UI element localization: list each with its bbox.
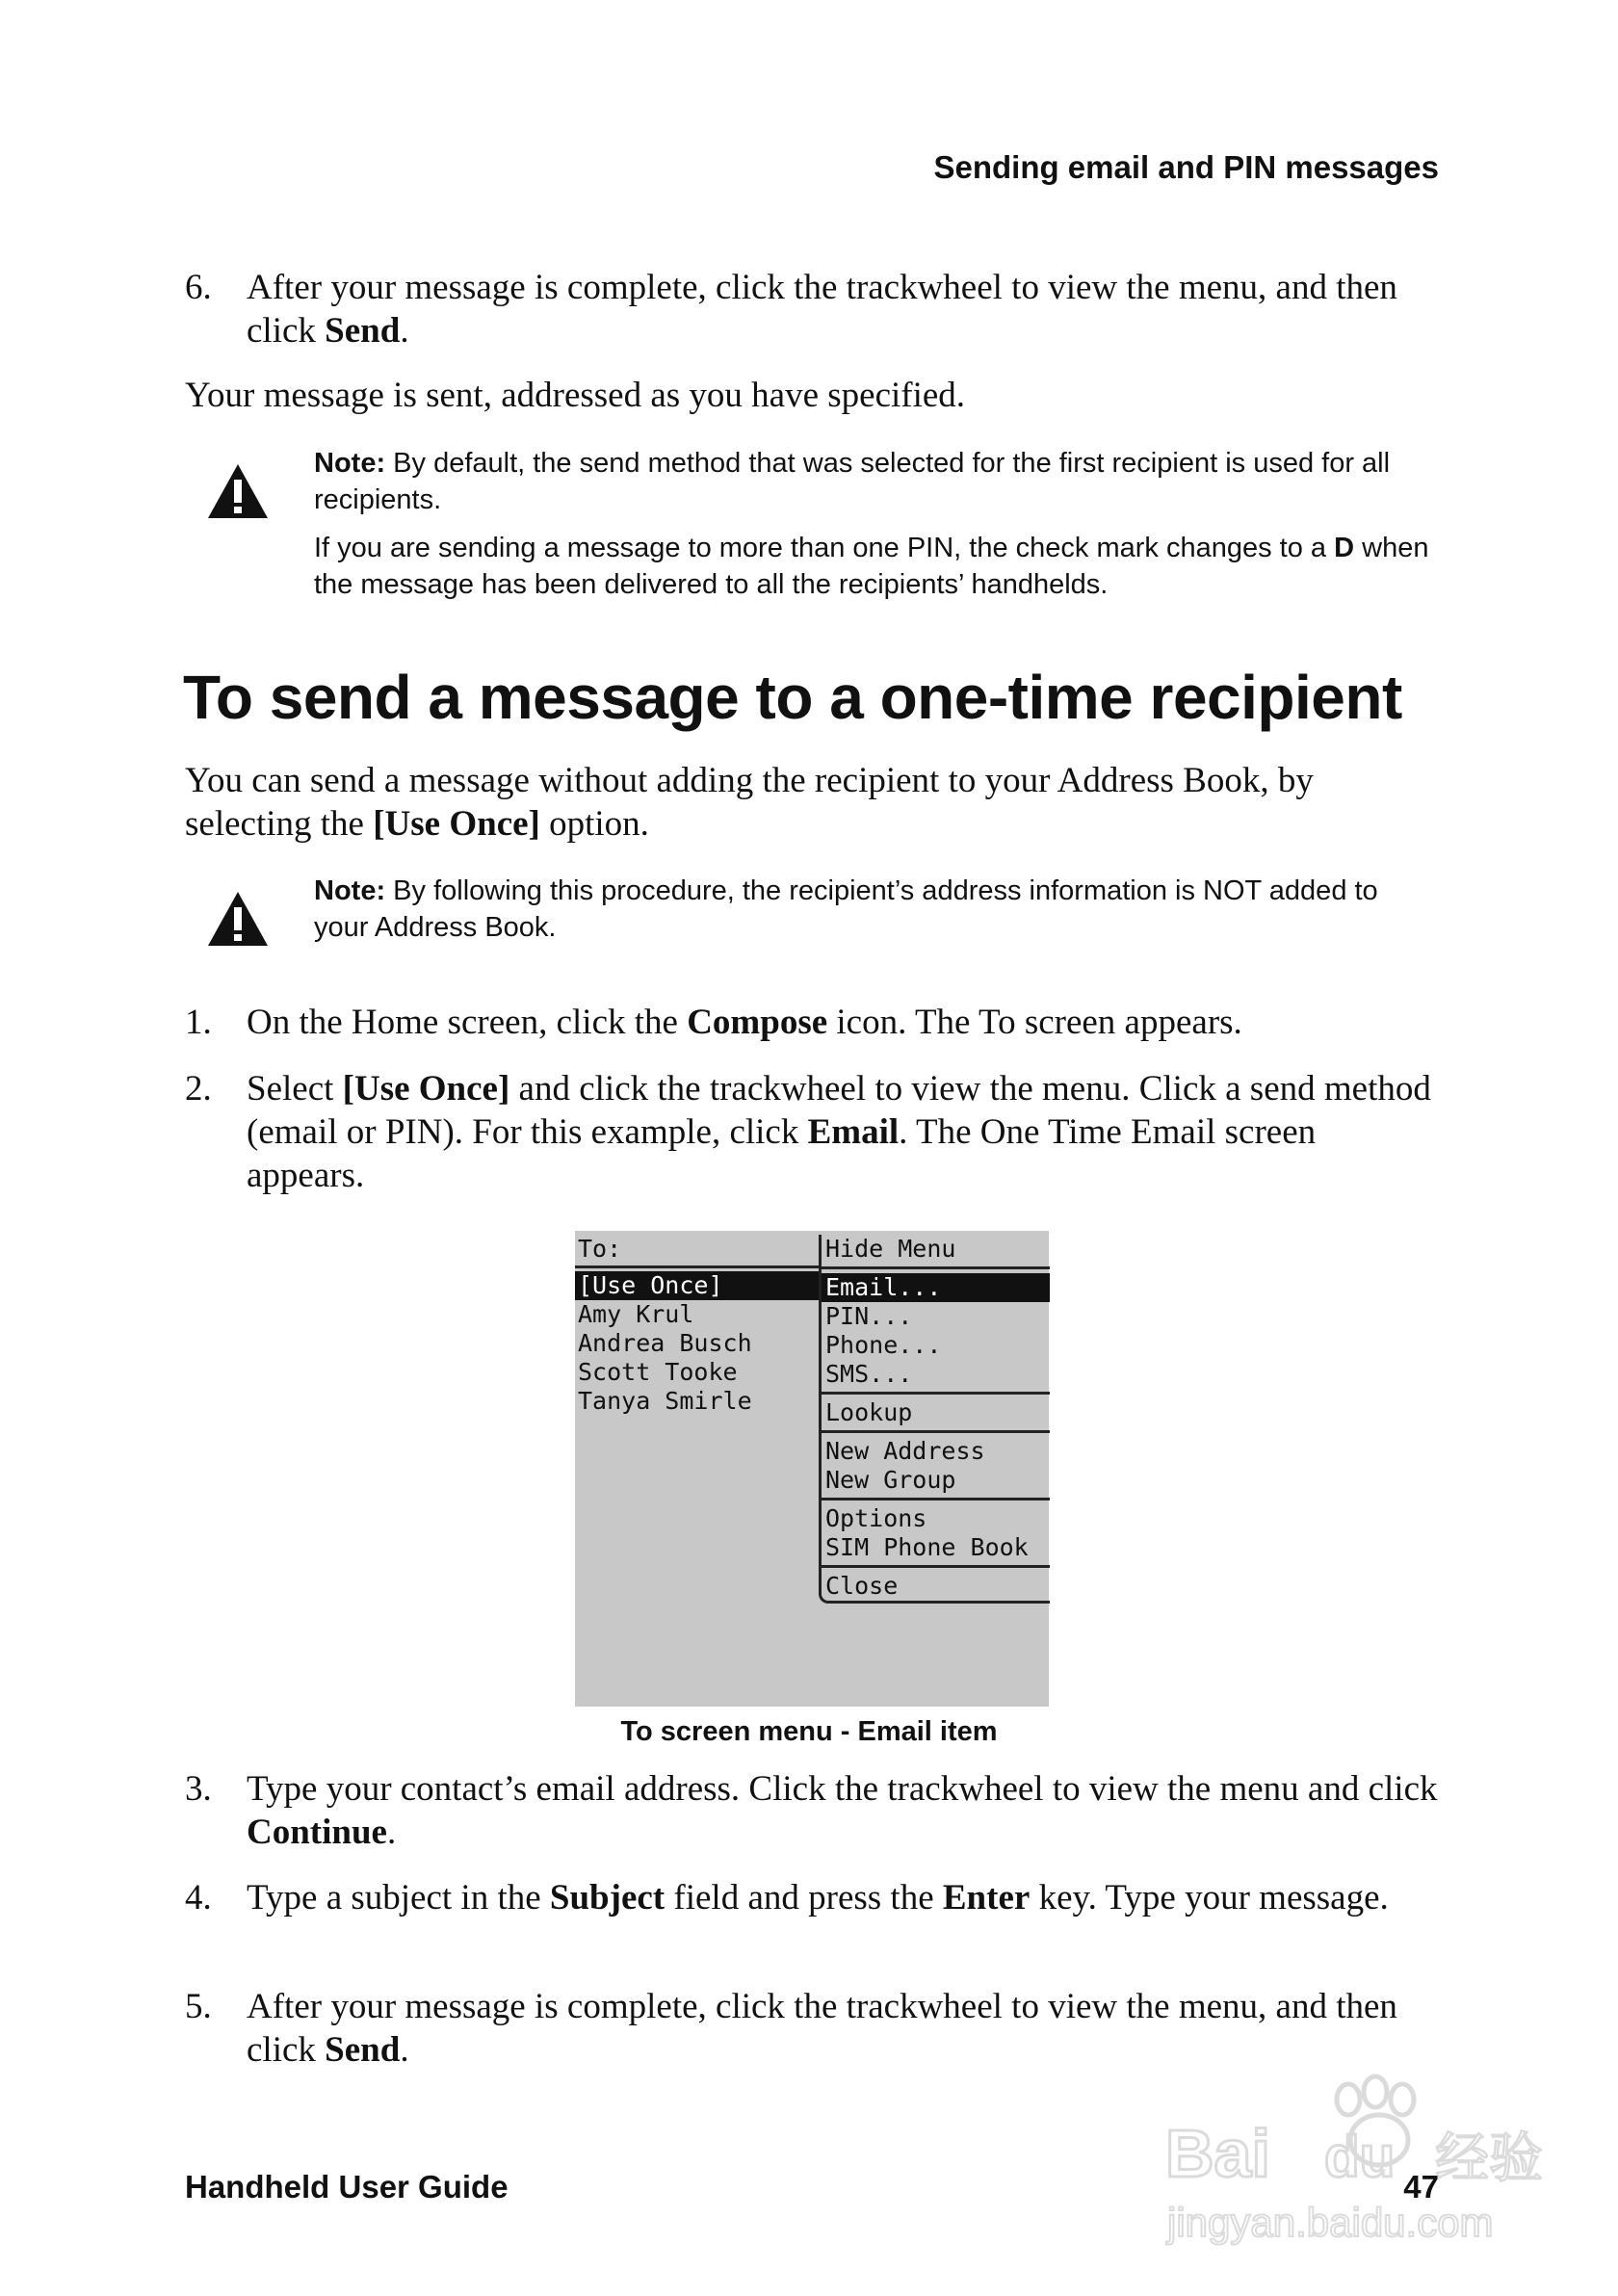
step-1 — [185, 1001, 1439, 1044]
menu-item-hide-menu[interactable]: Hide Menu — [825, 1235, 956, 1263]
step-number: 6. — [185, 268, 212, 307]
result-paragraph: Your message is sent, addressed as you have specified. — [185, 376, 966, 415]
step-4 — [185, 1876, 1439, 1919]
menu-separator — [822, 1392, 1050, 1395]
warning-icon — [206, 462, 270, 520]
svg-text:jingyan.baidu.com: jingyan.baidu.com — [1167, 2200, 1494, 2245]
step-text: Type your contact’s email address. Click the trackwheel to view the menu and click Continue. — [247, 1769, 1438, 1852]
step-text: After your message is complete, click the trackwheel to view the menu, and then click Send. — [247, 1987, 1397, 2070]
contact-item[interactable]: Tanya Smirle — [578, 1387, 752, 1415]
menu-item-phone[interactable]: Phone... — [825, 1331, 942, 1359]
contact-item[interactable]: Scott Tooke — [578, 1358, 738, 1386]
step-text: After your message is complete, click the trackwheel to view the menu, and then click Send. — [247, 268, 1397, 351]
note-text: Note: By following this procedure, the recipient’s address information is NOT added to your Address Book. — [314, 875, 1378, 943]
menu-item-lookup[interactable]: Lookup — [825, 1398, 913, 1426]
step-2 — [185, 1067, 1439, 1197]
footer-title: Handheld User Guide — [185, 2169, 509, 2205]
menu-item-sim-phone-book[interactable]: SIM Phone Book — [825, 1533, 1029, 1561]
baidu-watermark-logo — [1156, 2061, 1560, 2254]
contact-item[interactable]: Amy Krul — [578, 1300, 694, 1328]
menu-item-pin[interactable]: PIN... — [825, 1302, 913, 1330]
step-6 — [185, 266, 1439, 352]
divider — [575, 1265, 820, 1268]
contact-item-use-once[interactable]: [Use Once] — [575, 1271, 820, 1300]
contact-item[interactable]: Andrea Busch — [578, 1329, 752, 1357]
figure-caption: To screen menu - Email item — [620, 1716, 998, 1747]
menu-separator — [822, 1498, 1050, 1500]
contact-list — [575, 1231, 820, 1416]
handheld-screenshot — [575, 1231, 1049, 1707]
menu-item-email[interactable]: Email... — [822, 1273, 1050, 1302]
section-intro: You can send a message without adding the recipient to your Address Book, by selecting the [Use Once] option. — [185, 761, 1314, 844]
menu-item-options[interactable]: Options — [825, 1504, 927, 1532]
running-header: Sending email and PIN messages — [933, 149, 1439, 185]
to-label: To: — [578, 1235, 622, 1263]
svg-text:Bai: Bai — [1165, 2116, 1270, 2191]
warning-icon — [206, 890, 270, 948]
context-menu — [819, 1235, 1050, 1604]
step-3 — [185, 1767, 1439, 1854]
section-title: To send a message to a one-time recipient — [183, 663, 1402, 732]
note-box — [206, 873, 1439, 957]
menu-item-close[interactable]: Close — [825, 1572, 899, 1600]
menu-separator — [822, 1266, 1050, 1269]
menu-item-new-group[interactable]: New Group — [825, 1466, 956, 1494]
step-text: Type a subject in the Subject field and press the Enter key. Type your message. — [247, 1878, 1389, 1918]
menu-item-new-address[interactable]: New Address — [825, 1437, 985, 1465]
page-number: 47 — [1403, 2169, 1439, 2205]
note-box — [206, 445, 1439, 614]
menu-separator — [822, 1430, 1050, 1433]
step-text: Select [Use Once] and click the trackwheel to view the menu. Click a send method (email or PIN). For this example, click Email. The One Time Email screen appears. — [247, 1069, 1431, 1195]
step-5 — [185, 1985, 1439, 2072]
note-text: Note: By default, the send method that was selected for the first recipient is used for all recipients. If you are sending a message to more than one PIN, the check mark changes to a D when the message has been delivered to all the recipients’ handhelds. — [314, 448, 1429, 600]
step-number: 2. — [185, 1069, 212, 1109]
menu-item-sms[interactable]: SMS... — [825, 1360, 913, 1388]
svg-text:经验: 经验 — [1435, 2127, 1543, 2190]
svg-text:du: du — [1324, 2125, 1396, 2189]
step-number: 5. — [185, 1987, 212, 2026]
step-text: On the Home screen, click the Compose icon. The To screen appears. — [247, 1003, 1242, 1042]
step-number: 3. — [185, 1769, 212, 1809]
step-number: 1. — [185, 1003, 212, 1042]
step-number: 4. — [185, 1878, 212, 1918]
menu-separator — [822, 1565, 1050, 1568]
